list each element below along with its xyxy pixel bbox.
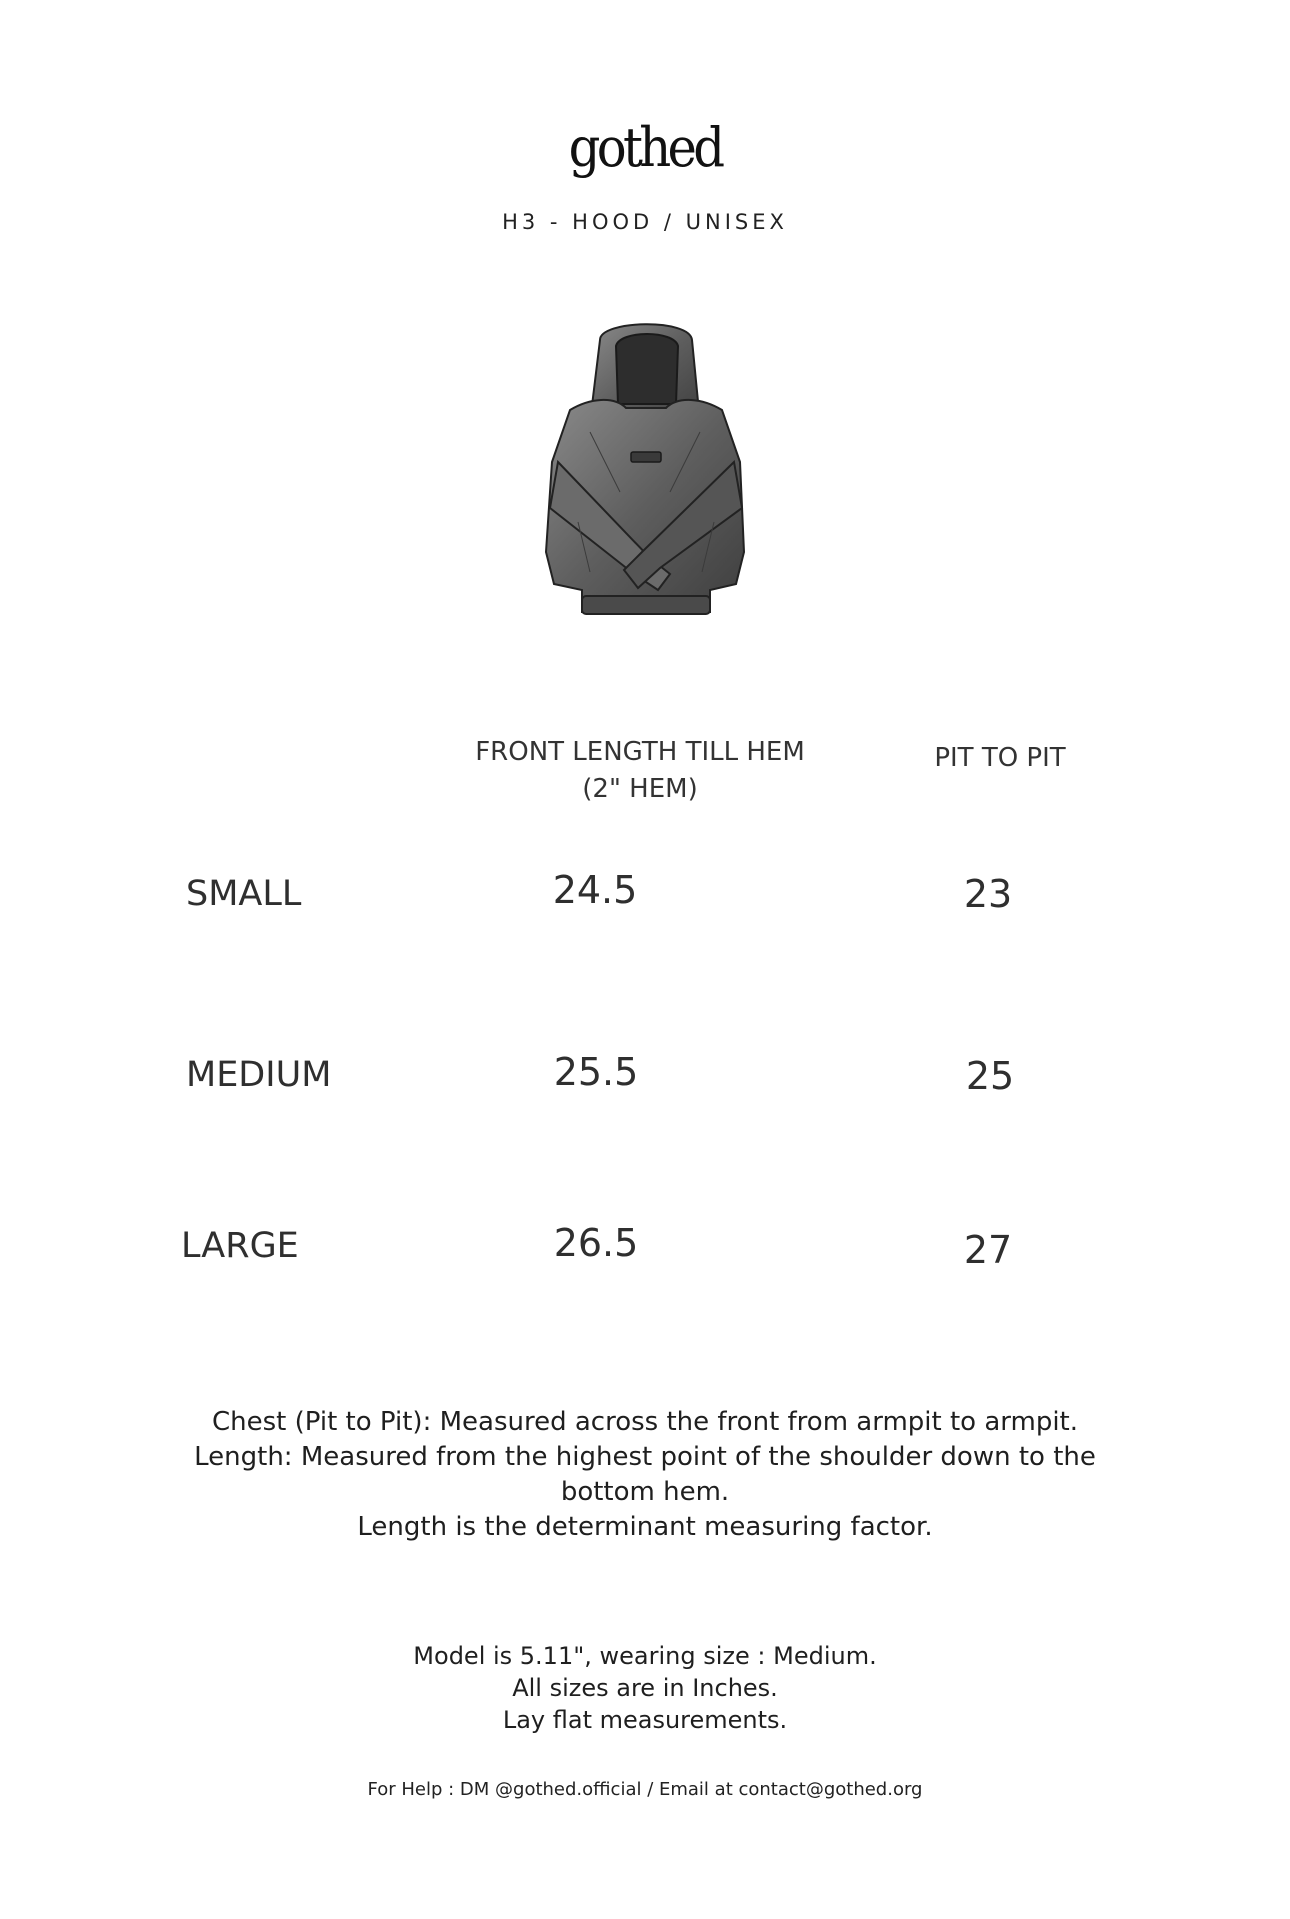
- column-header-pit-to-pit: PIT TO PIT: [934, 743, 1066, 773]
- notes-line-4: Length is the determinant measuring factor.: [357, 1512, 933, 1542]
- notes-line-2: Length: Measured from the highest point of the shoulder down to the: [194, 1442, 1096, 1472]
- model-info-line-1: Model is 5.11", wearing size : Medium.: [413, 1642, 877, 1670]
- length-value-large: 26.5: [553, 1221, 639, 1265]
- size-label-small: SMALL: [186, 874, 302, 914]
- column-header-front-length-line1: FRONT LENGTH TILL HEM: [475, 737, 805, 767]
- brand-logo: gothed: [568, 116, 722, 179]
- length-value-small: 24.5: [552, 868, 638, 912]
- model-info: [0, 1640, 1290, 1736]
- help-contact: For Help : DM @gothed.official / Email at contact@gothed.org: [367, 1779, 923, 1800]
- model-info-line-2: All sizes are in Inches.: [512, 1674, 778, 1702]
- product-subtitle: H3 - HOOD / UNISEX: [502, 210, 788, 234]
- pit-value-medium: 25: [965, 1054, 1015, 1098]
- notes-line-1: Chest (Pit to Pit): Measured across the front from armpit to armpit.: [211, 1407, 1079, 1437]
- hoodie-illustration-icon: [530, 312, 760, 630]
- size-label-medium: MEDIUM: [186, 1055, 332, 1095]
- measurement-notes: [0, 1405, 1290, 1545]
- column-header-front-length: [440, 734, 840, 808]
- model-info-line-3: Lay flat measurements.: [502, 1706, 788, 1734]
- notes-line-3: bottom hem.: [560, 1477, 730, 1507]
- column-header-front-length-line2: (2" HEM): [582, 774, 698, 804]
- pit-value-small: 23: [963, 872, 1013, 916]
- length-value-medium: 25.5: [553, 1050, 639, 1094]
- pit-value-large: 27: [963, 1228, 1013, 1272]
- size-label-large: LARGE: [181, 1226, 299, 1266]
